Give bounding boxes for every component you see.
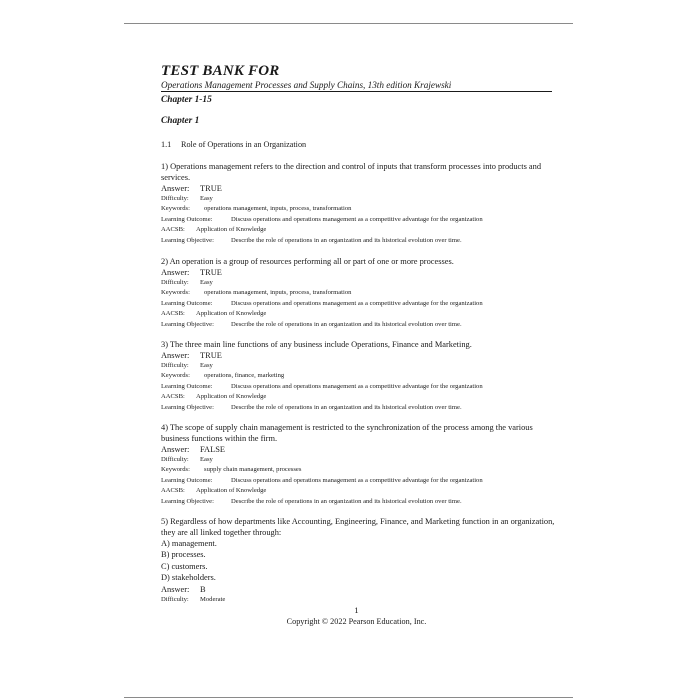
keywords-value: operations management, inputs, process, transformation	[204, 289, 352, 297]
document-title: TEST BANK FOR	[161, 63, 280, 79]
learning-outcome-line	[161, 215, 556, 225]
keywords-line	[161, 288, 556, 298]
keywords-line	[161, 204, 556, 214]
aacsb-label: AACSB:	[161, 310, 185, 318]
answer-label: Answer:	[161, 584, 190, 594]
keywords-line	[161, 371, 556, 381]
difficulty-line	[161, 455, 556, 465]
aacsb-value: Application of Knowledge	[196, 487, 267, 495]
learning-objective-line	[161, 236, 556, 246]
answer-value: B	[200, 584, 206, 594]
option-b: B) processes.	[161, 550, 206, 560]
difficulty-line	[161, 194, 556, 204]
chapter-heading: Chapter 1	[161, 116, 200, 126]
question-text: 4) The scope of supply chain management is restricted to the synchronization of the process among the various business functions within the firm.	[161, 423, 533, 443]
aacsb-line	[161, 309, 556, 319]
question-block	[161, 161, 556, 246]
learning-objective-value: Describe the role of operations in an organization and its historical evolution over time.	[231, 403, 462, 411]
question-text: 1) Operations management refers to the direction and control of inputs that transform processes into products and services.	[161, 162, 542, 182]
question-text: 5) Regardless of how departments like Accounting, Engineering, Finance, and Marketing function in an organization, they are all linked together through:	[161, 517, 555, 537]
keywords-value: operations, finance, marketing	[204, 372, 285, 380]
answer-label: Answer:	[161, 184, 190, 193]
learning-objective-label: Learning Objective:	[161, 236, 214, 244]
answer-value: TRUE	[200, 184, 222, 193]
chapter-range: Chapter 1-15	[161, 95, 212, 105]
learning-outcome-label: Learning Outcome:	[161, 476, 213, 484]
aacsb-label: AACSB:	[161, 487, 185, 495]
answer-line	[161, 444, 556, 455]
learning-outcome-line	[161, 382, 556, 392]
answer-line	[161, 267, 556, 278]
keywords-label: Keywords:	[161, 289, 190, 297]
learning-outcome-line	[161, 299, 556, 309]
learning-outcome-value: Discuss operations and operations management as a competitive advantage for the organization	[231, 299, 483, 307]
learning-objective-value: Describe the role of operations in an organization and its historical evolution over time.	[231, 236, 462, 244]
difficulty-label: Difficulty:	[161, 595, 189, 603]
learning-outcome-value: Discuss operations and operations management as a competitive advantage for the organization	[231, 476, 483, 484]
difficulty-label: Difficulty:	[161, 195, 189, 202]
question-block	[161, 339, 556, 413]
difficulty-value: Easy	[200, 362, 213, 369]
keywords-value: supply chain management, processes	[204, 466, 302, 474]
learning-objective-label: Learning Objective:	[161, 320, 214, 328]
difficulty-value: Easy	[200, 279, 213, 286]
section-number: 1.1	[161, 140, 172, 149]
difficulty-label: Difficulty:	[161, 362, 189, 369]
difficulty-value: Moderate	[200, 595, 226, 603]
difficulty-label: Difficulty:	[161, 456, 189, 463]
top-rule	[124, 23, 573, 24]
learning-objective-line	[161, 320, 556, 330]
learning-objective-value: Describe the role of operations in an organization and its historical evolution over time.	[231, 320, 462, 328]
answer-value: FALSE	[200, 445, 225, 454]
aacsb-label: AACSB:	[161, 393, 185, 401]
difficulty-label: Difficulty:	[161, 279, 189, 286]
question-block	[161, 256, 556, 330]
difficulty-value: Easy	[200, 456, 213, 463]
answer-value: TRUE	[200, 351, 222, 360]
answer-line	[161, 183, 556, 194]
keywords-value: operations management, inputs, process, transformation	[204, 205, 352, 213]
option-a: A) management.	[161, 539, 217, 548]
aacsb-value: Application of Knowledge	[196, 393, 267, 401]
answer-line	[161, 584, 556, 595]
learning-objective-line	[161, 497, 556, 507]
aacsb-value: Application of Knowledge	[196, 310, 267, 318]
answer-line	[161, 350, 556, 361]
learning-objective-label: Learning Objective:	[161, 497, 214, 505]
section-heading	[161, 140, 306, 149]
difficulty-value: Easy	[200, 195, 213, 202]
page-number: 1	[354, 605, 359, 615]
copyright-footer: Copyright © 2022 Pearson Education, Inc.	[286, 617, 427, 626]
bottom-rule	[124, 697, 573, 698]
question-text: 3) The three main line functions of any business include Operations, Finance and Marketing.	[161, 340, 472, 349]
learning-objective-value: Describe the role of operations in an organization and its historical evolution over time.	[231, 497, 462, 505]
answer-label: Answer:	[161, 351, 190, 360]
answer-value: TRUE	[200, 268, 222, 277]
difficulty-line	[161, 278, 556, 288]
difficulty-line	[161, 595, 556, 605]
answer-label: Answer:	[161, 445, 190, 454]
question-text: 2) An operation is a group of resources performing all or part of one or more processes.	[161, 257, 454, 266]
learning-outcome-value: Discuss operations and operations management as a competitive advantage for the organization	[231, 215, 483, 223]
keywords-label: Keywords:	[161, 466, 190, 474]
option-d: D) stakeholders.	[161, 573, 216, 583]
keywords-label: Keywords:	[161, 372, 190, 380]
keywords-label: Keywords:	[161, 205, 190, 213]
aacsb-label: AACSB:	[161, 226, 185, 234]
answer-label: Answer:	[161, 268, 190, 277]
option-c: C) customers.	[161, 561, 208, 571]
keywords-line	[161, 465, 556, 475]
aacsb-value: Application of Knowledge	[196, 226, 267, 234]
question-block	[161, 422, 556, 507]
book-subtitle: Operations Management Processes and Supply Chains, 13th edition Krajewski	[161, 80, 552, 92]
difficulty-line	[161, 361, 556, 371]
section-title: Role of Operations in an Organization	[181, 140, 307, 149]
learning-outcome-label: Learning Outcome:	[161, 299, 213, 307]
aacsb-line	[161, 225, 556, 235]
learning-outcome-label: Learning Outcome:	[161, 215, 213, 223]
aacsb-line	[161, 392, 556, 402]
question-block	[161, 516, 556, 605]
learning-outcome-value: Discuss operations and operations management as a competitive advantage for the organization	[231, 382, 483, 390]
learning-outcome-line	[161, 476, 556, 486]
learning-outcome-label: Learning Outcome:	[161, 382, 213, 390]
learning-objective-line	[161, 403, 556, 413]
learning-objective-label: Learning Objective:	[161, 403, 214, 411]
aacsb-line	[161, 486, 556, 496]
